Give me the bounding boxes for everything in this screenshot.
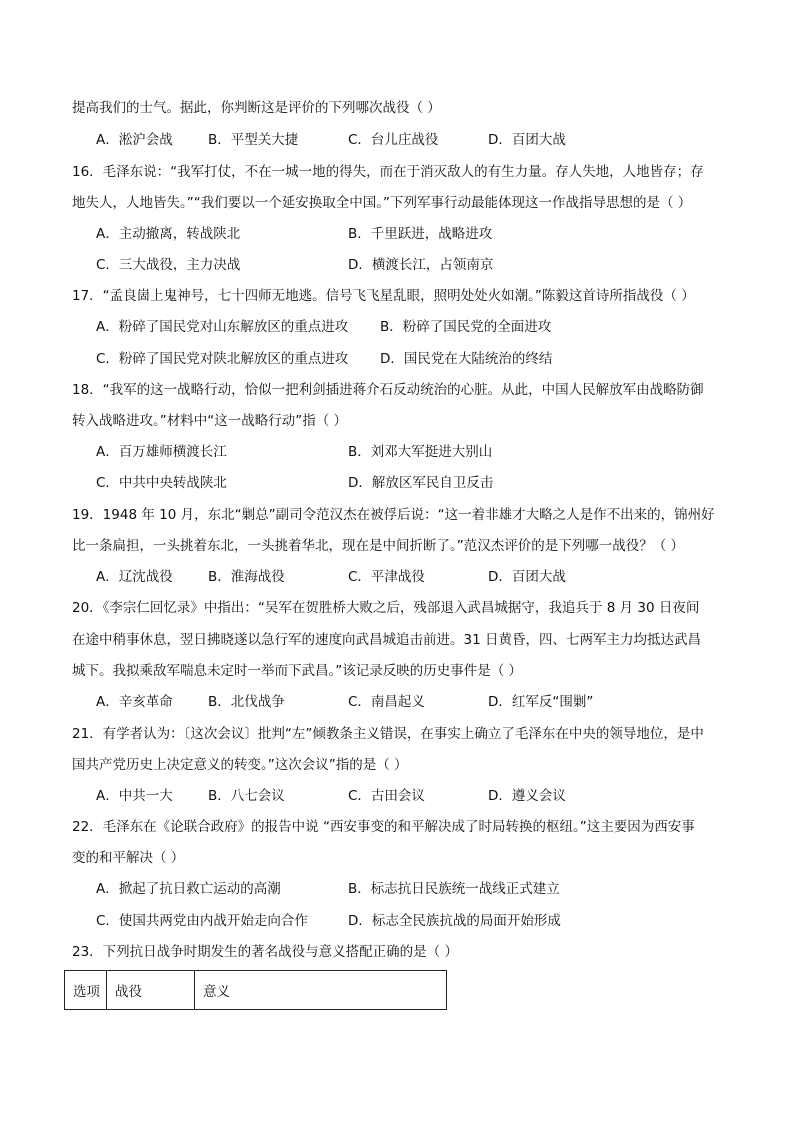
q16-option-b: B．千里跃进，战略进攻 [348,226,493,242]
q19-stem-line2: 比一条扁担，一头挑着东北，一头挑着华北，现在是中间折断了。”范汉杰评价的是下列哪一战役？（ ） [72,538,685,554]
table-header-significance: 意义 [203,984,230,1000]
q19-option-c: C．平津战役 [348,569,425,585]
q16-option-d: D．横渡长江，占领南京 [348,257,494,273]
q18-option-a: A．百万雄师横渡长江 [96,444,227,460]
q17-option-b: B．粉碎了国民党的全面进攻 [380,319,552,335]
q22-option-d: D．标志全民族抗战的局面开始形成 [348,913,561,929]
q16-option-a: A．主动撤离，转战陕北 [96,226,241,242]
q21-option-c: C．古田会议 [348,788,425,804]
q16-option-c: C．三大战役，主力决战 [96,257,241,273]
q22-stem-line1: 22．毛泽东在《论联合政府》的报告中说 “西安事变的和平解决成了时局转换的枢纽。”这主要因为西安事 [72,819,695,835]
q20-stem-line3: 城下。我拟乘敌军喘息未定时一举而下武昌。”该记录反映的历史事件是（ ） [72,663,523,679]
q21-option-b: B．八七会议 [208,788,285,804]
q19-stem-line1: 19．1948 年 10 月，东北“剿总”副司令范汉杰在被俘后说：“这一着非雄才大略之人是作不出来的，锦州好 [72,507,715,523]
q17-option-a: A．粉碎了国民党对山东解放区的重点进攻 [96,319,349,335]
q20-stem-line1: 20．《李宗仁回忆录》中指出：“吴军在贺胜桥大败之后，残部退入武昌城据守，我追兵于 8 月 30 日夜间 [72,600,700,616]
q18-option-d: D．解放区军民自卫反击 [348,475,494,491]
q20-stem-line2: 在途中稍事休息，翌日拂晓遂以急行军的速度向武昌城追击前进。31 日黄昏，四、七两军主力均抵达武昌 [72,632,701,648]
q22-option-b: B．标志抗日民族统一战线正式建立 [348,881,560,897]
q19-option-b: B．淮海战役 [208,569,285,585]
q21-stem-line2: 国共产党历史上决定意义的转变。”这次会议”指的是（ ） [72,757,408,773]
q18-option-c: C．中共中央转战陕北 [96,475,227,491]
q22-stem-line2: 变的和平解决（ ） [72,850,185,866]
q21-option-a: A．中共一大 [96,788,173,804]
table-header-option: 选项 [65,971,107,1009]
q17-stem: 17．“孟良崮上鬼神号，七十四师无地逃。信号飞飞星乱眼，照明处处火如潮。”陈毅这首诗所指战役（ ） [72,288,695,304]
q15-option-b: B．平型关大捷 [208,132,299,148]
table-header-battle: 战役 [107,971,195,1009]
q20-option-b: B．北伐战争 [208,694,285,710]
q18-stem-line1: 18．“我军的这一战略行动，恰似一把利剑插进蒋介石反动统治的心脏。从此，中国人民解放军由战略防御 [72,382,704,398]
q17-option-c: C．粉碎了国民党对陕北解放区的重点进攻 [96,351,349,367]
q18-stem-line2: 转入战略进攻。”材料中“这一战略行动”指（ ） [72,413,348,429]
q20-option-d: D．红军反“围剿” [488,694,594,710]
q23-table [64,970,447,1010]
q19-option-d: D．百团大战 [488,569,566,585]
q22-option-a: A．掀起了抗日救亡运动的高潮 [96,881,281,897]
q19-option-a: A．辽沈战役 [96,569,173,585]
q21-option-d: D．遵义会议 [488,788,566,804]
q22-option-c: C．使国共两党由内战开始走向合作 [96,913,308,929]
q20-option-a: A．辛亥革命 [96,694,173,710]
q15-stem: 提高我们的士气。据此，你判断这是评价的下列哪次战役（ ） [72,100,441,116]
q21-stem-line1: 21．有学者认为：〔这次会议〕批判“左”倾教条主义错误，在事实上确立了毛泽东在中央的领导地位，是中 [72,726,704,742]
q17-option-d: D．国民党在大陆统治的终结 [380,351,553,367]
q16-stem-line2: 地失人，人地皆失。”“我们要以一个延安换取全中国。”下列军事行动最能体现这一作战指导思想的是（ ） [72,195,692,211]
q15-option-c: C．台儿庄战役 [348,132,439,148]
q23-stem: 23．下列抗日战争时期发生的著名战役与意义搭配正确的是（ ） [72,944,458,960]
q15-option-a: A．淞沪会战 [96,132,173,148]
q16-stem-line1: 16．毛泽东说：“我军打仗，不在一城一地的得失，而在于消灭敌人的有生力量。存人失地，人地皆存；存 [72,164,704,180]
q18-option-b: B．刘邓大军挺进大别山 [348,444,493,460]
q20-option-c: C．南昌起义 [348,694,425,710]
q15-option-d: D．百团大战 [488,132,566,148]
